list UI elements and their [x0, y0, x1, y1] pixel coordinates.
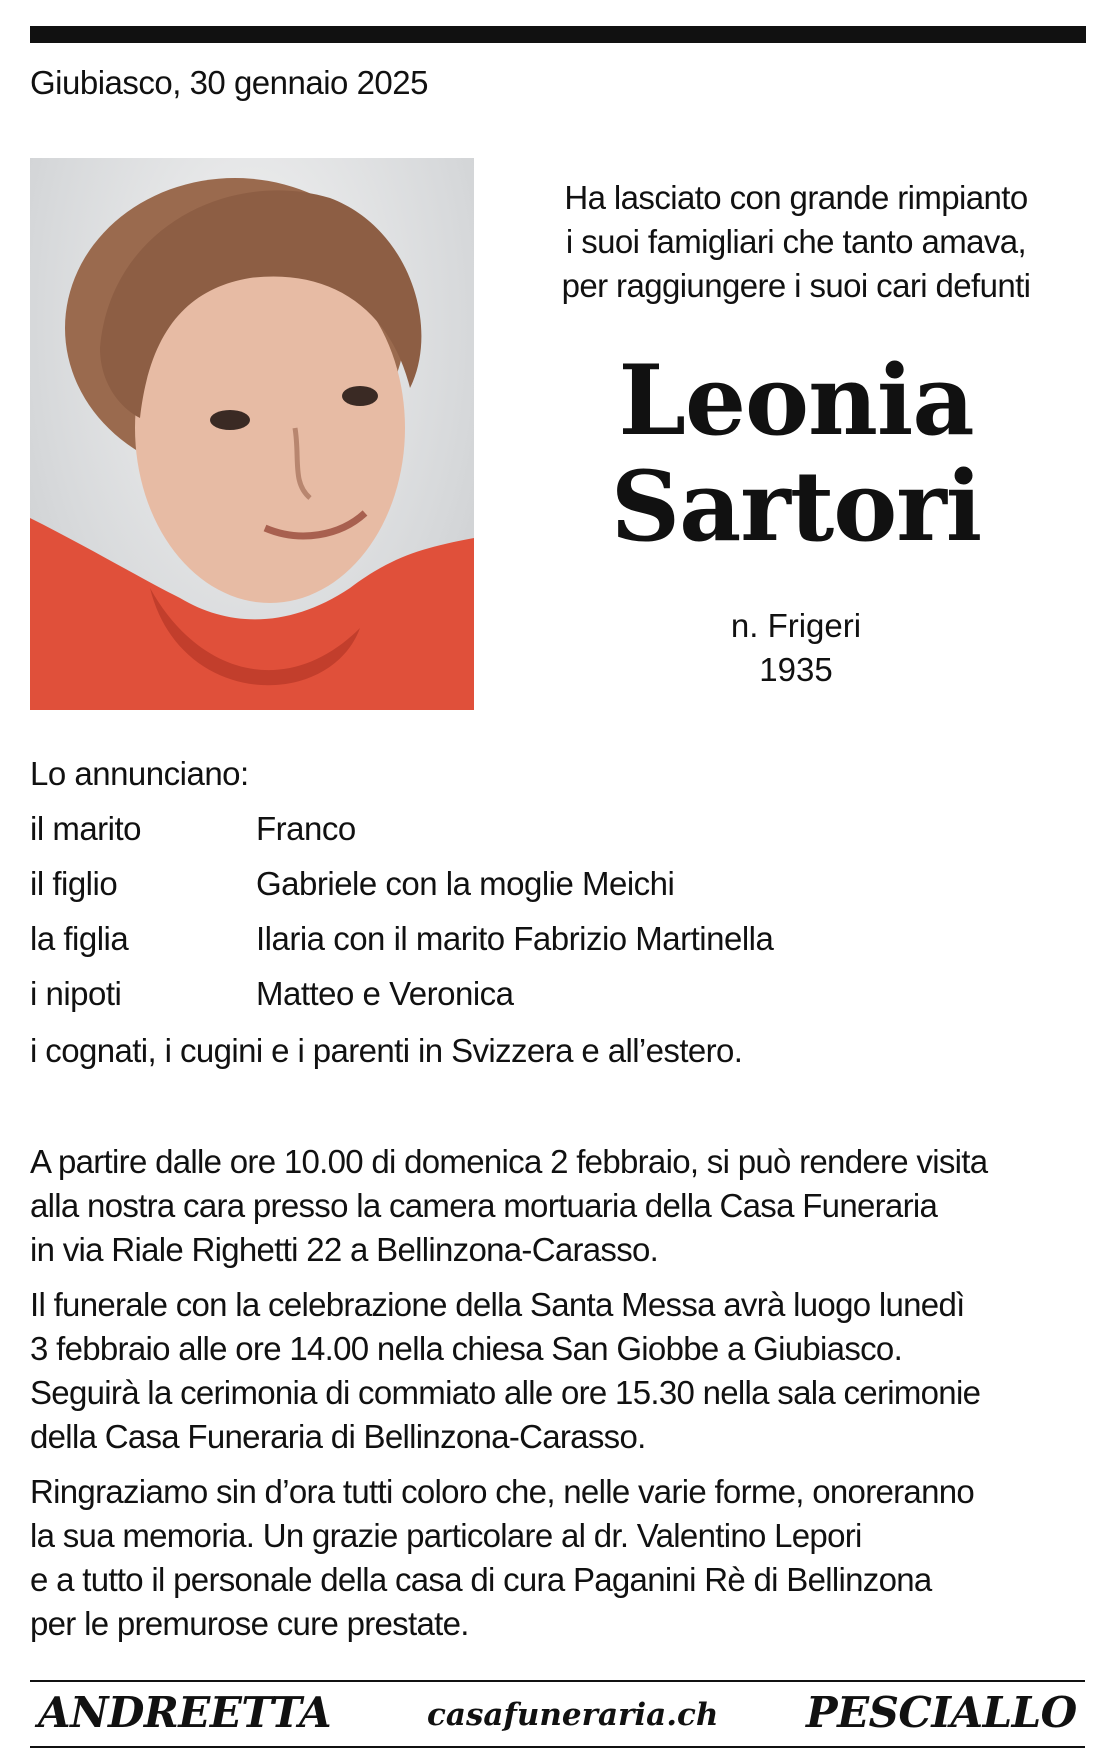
funeral-paragraph	[30, 1283, 1090, 1459]
paragraph-line: Il funerale con la celebrazione della Santa Messa avrà luogo lunedì	[30, 1286, 965, 1323]
paragraph-line: per le premurose cure prestate.	[30, 1605, 469, 1642]
relative-names: Franco	[256, 810, 356, 847]
paragraph-line: 3 febbraio alle ore 14.00 nella chiesa San Giobbe a Giubiasco.	[30, 1330, 903, 1367]
other-relatives: i cognati, i cugini e i parenti in Svizzera e all’estero.	[30, 1032, 743, 1069]
visiting-paragraph	[30, 1140, 1090, 1272]
footer-website[interactable]: casafuneraria.ch	[427, 1697, 719, 1733]
portrait-illustration	[30, 158, 474, 710]
paragraph-line: A partire dalle ore 10.00 di domenica 2 febbraio, si può rendere visita	[30, 1143, 988, 1180]
birth-info	[520, 604, 1072, 692]
paragraph-line: Ringraziamo sin d’ora tutti coloro che, nelle varie forme, onoreranno	[30, 1473, 975, 1510]
footer-rule-top	[30, 1680, 1085, 1682]
last-name: Sartori	[610, 450, 982, 563]
paragraph-line: della Casa Funeraria di Bellinzona-Carasso.	[30, 1418, 646, 1455]
paragraph-line: in via Riale Righetti 22 a Bellinzona-Carasso.	[30, 1231, 659, 1268]
relation-label: i nipoti	[30, 975, 122, 1012]
right-eye	[342, 386, 378, 406]
paragraph-line: e a tutto il personale della casa di cura Paganini Rè di Bellinzona	[30, 1561, 932, 1598]
left-eye	[210, 410, 250, 430]
birth-year: 1935	[759, 651, 833, 688]
announcement-heading: Lo annunciano:	[30, 755, 249, 792]
top-rule	[30, 26, 1086, 43]
footer-left-brand: ANDREETTA	[38, 1688, 332, 1737]
intro-line: i suoi famigliari che tanto amava,	[565, 223, 1027, 260]
paragraph-line: la sua memoria. Un grazie particolare al dr. Valentino Lepori	[30, 1517, 862, 1554]
relative-names: Ilaria con il marito Fabrizio Martinella	[256, 920, 774, 957]
date-line: Giubiasco, 30 gennaio 2025	[30, 64, 428, 101]
relation-label: il figlio	[30, 865, 118, 902]
footer-rule-bottom	[30, 1746, 1085, 1748]
intro-line: per raggiungere i suoi cari defunti	[561, 267, 1031, 304]
footer-right-brand: PESCIALLO	[806, 1688, 1077, 1737]
paragraph-line: alla nostra cara presso la camera mortuaria della Casa Funeraria	[30, 1187, 938, 1224]
thanks-paragraph	[30, 1470, 1090, 1646]
intro-line: Ha lasciato con grande rimpianto	[564, 179, 1028, 216]
relative-names: Matteo e Veronica	[256, 975, 514, 1012]
maiden-name: n. Frigeri	[730, 607, 862, 644]
first-name: Leonia	[618, 344, 974, 457]
relation-label: la figlia	[30, 920, 129, 957]
portrait-photo	[30, 158, 474, 710]
paragraph-line: Seguirà la cerimonia di commiato alle ore 15.30 nella sala cerimonie	[30, 1374, 981, 1411]
intro-text	[520, 176, 1072, 308]
relation-label: il marito	[30, 810, 142, 847]
relative-names: Gabriele con la moglie Meichi	[256, 865, 675, 902]
deceased-name	[520, 344, 1072, 563]
